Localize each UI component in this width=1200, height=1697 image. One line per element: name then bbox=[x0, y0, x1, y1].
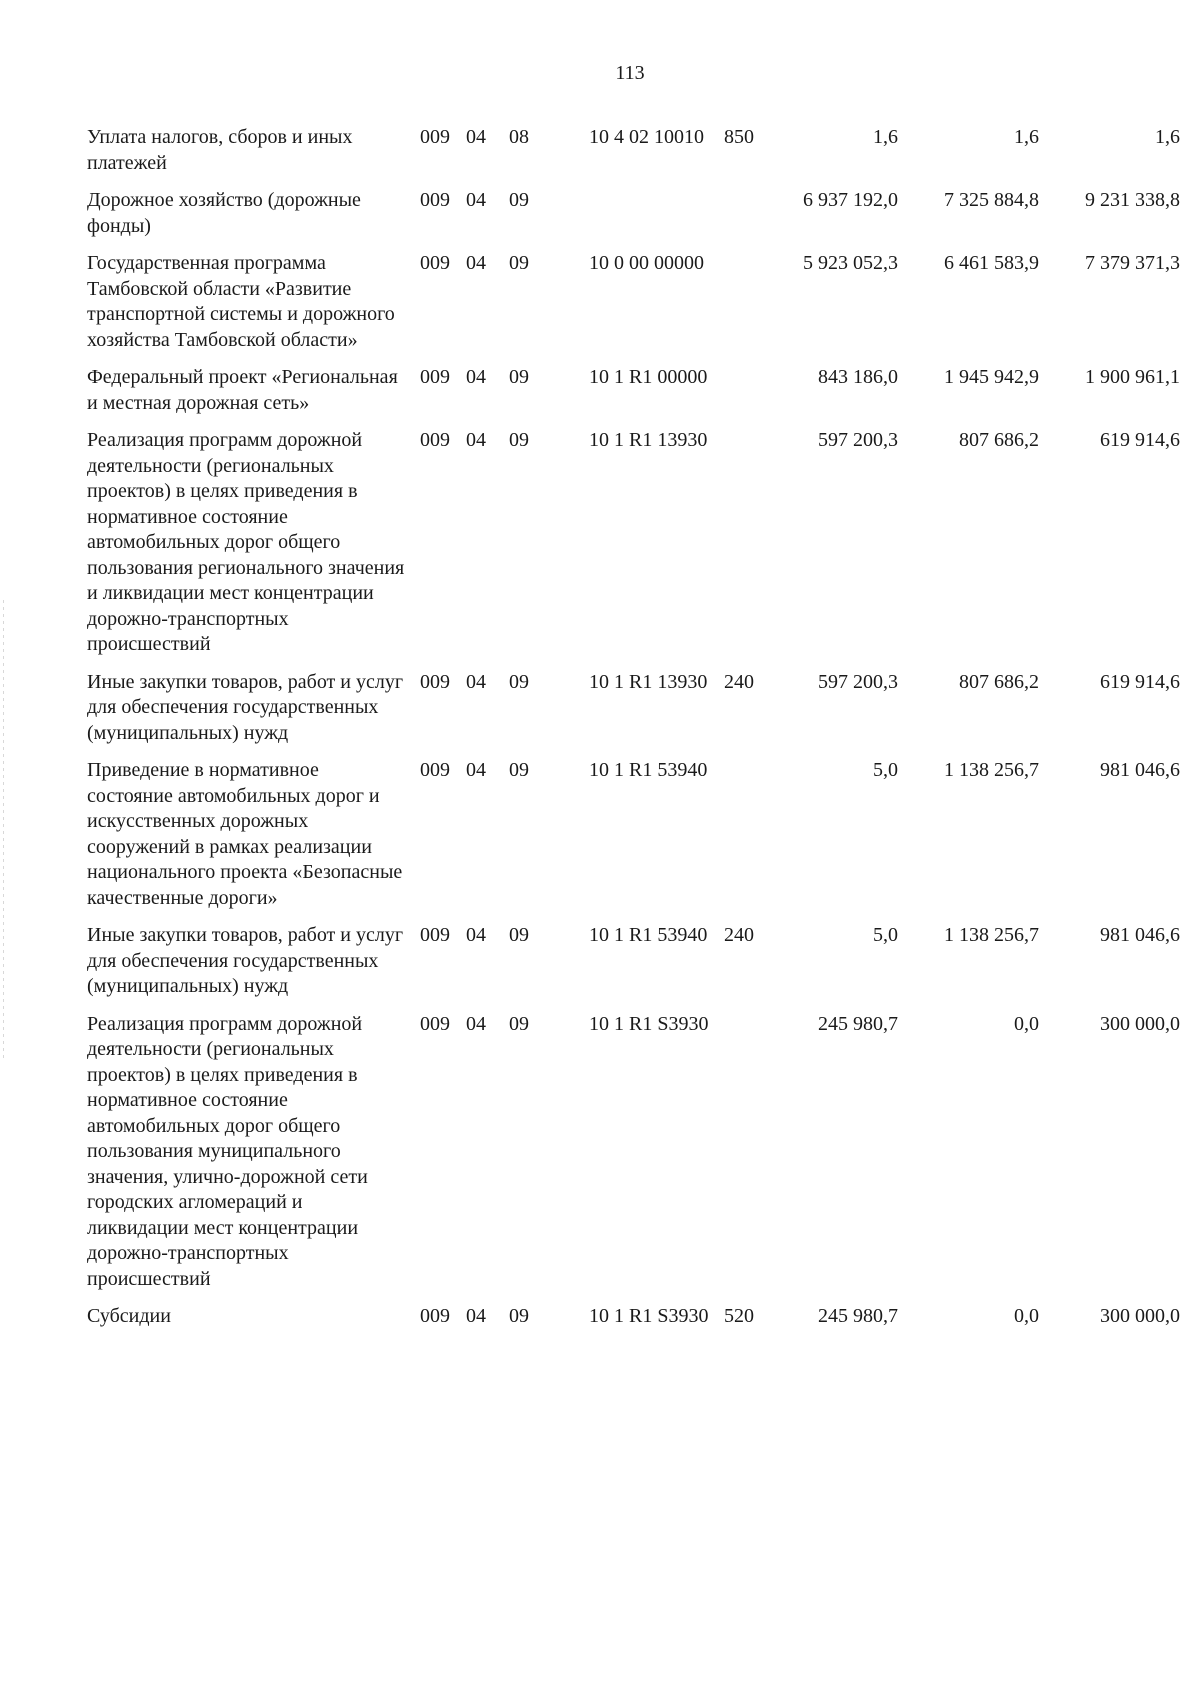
amount-year-2: 1 138 256,7 bbox=[944, 924, 1039, 946]
amount-year-1: 6 937 192,0 bbox=[803, 189, 898, 211]
amount-year-1: 597 200,3 bbox=[818, 670, 898, 693]
amount-year-2: 1,6 bbox=[1014, 126, 1039, 148]
target-article-code: 10 0 00 00000 bbox=[589, 252, 704, 274]
amount-year-1: 597 200,3 bbox=[818, 429, 898, 451]
target-article-code: 10 1 R1 13930 bbox=[589, 429, 708, 451]
amount-year-3: 981 046,6 bbox=[1100, 924, 1180, 946]
table-body bbox=[87, 125, 1180, 1342]
subsection-code: 09 bbox=[509, 759, 529, 781]
subsection-code: 09 bbox=[509, 924, 529, 946]
section-code: 04 bbox=[466, 366, 486, 388]
budget-item-name: Субсидии bbox=[87, 1305, 171, 1327]
section-code: 04 bbox=[466, 252, 486, 274]
ministry-code: 009 bbox=[420, 759, 450, 781]
budget-item-name: Уплата налогов, сборов и иных платежей bbox=[87, 126, 353, 174]
ministry-code: 009 bbox=[420, 189, 450, 211]
table-row bbox=[87, 923, 1180, 1012]
target-article-code: 10 1 R1 13930 bbox=[589, 670, 708, 693]
amount-year-3: 1,6 bbox=[1155, 126, 1180, 148]
amount-year-2: 6 461 583,9 bbox=[944, 252, 1039, 274]
amount-year-3: 300 000,0 bbox=[1100, 1305, 1180, 1327]
table-row bbox=[87, 1304, 1180, 1342]
expense-type-code bbox=[724, 365, 779, 428]
amount-year-3: 981 046,6 bbox=[1100, 759, 1180, 781]
table-row bbox=[87, 1012, 1180, 1305]
subsection-code: 09 bbox=[509, 189, 529, 211]
budget-item-name: Реализация программ дорожной деятельности (региональных проектов) в целях приведения в нормативное состояние автомобильных дорог общего пользования регионального значения и ликвидации мест концентрации дорожно-транспортных происшествий bbox=[87, 429, 405, 655]
target-article-code bbox=[589, 188, 724, 251]
budget-item-name: Иные закупки товаров, работ и услуг для обеспечения государственных (муниципальных) нужд bbox=[87, 924, 404, 997]
section-code: 04 bbox=[466, 429, 486, 451]
table-row bbox=[87, 251, 1180, 365]
expense-type-code bbox=[724, 1012, 779, 1305]
amount-year-3: 1 900 961,1 bbox=[1085, 366, 1180, 388]
budget-item-name: Федеральный проект «Региональная и местная дорожная сеть» bbox=[87, 366, 398, 414]
ministry-code: 009 bbox=[420, 670, 450, 693]
budget-item-name: Дорожное хозяйство (дорожные фонды) bbox=[87, 189, 361, 237]
subsection-code: 09 bbox=[509, 1012, 529, 1035]
subsection-code: 09 bbox=[509, 1305, 529, 1327]
expense-type-code: 520 bbox=[724, 1305, 754, 1327]
ministry-code: 009 bbox=[420, 366, 450, 388]
amount-year-1: 843 186,0 bbox=[818, 366, 898, 388]
ministry-code: 009 bbox=[420, 1012, 450, 1035]
amount-year-2: 0,0 bbox=[1014, 1305, 1039, 1327]
budget-item-name: Иные закупки товаров, работ и услуг для обеспечения государственных (муниципальных) нужд bbox=[87, 670, 404, 744]
budget-item-name: Приведение в нормативное состояние автомобильных дорог и искусственных дорожных сооружений в рамках реализации национального проекта «Безопасные качественные дороги» bbox=[87, 759, 403, 909]
section-code: 04 bbox=[466, 1012, 486, 1035]
amount-year-1: 5,0 bbox=[873, 759, 898, 781]
subsection-code: 09 bbox=[509, 366, 529, 388]
subsection-code: 09 bbox=[509, 429, 529, 451]
expense-type-code bbox=[724, 758, 779, 923]
amount-year-1: 245 980,7 bbox=[818, 1012, 898, 1035]
amount-year-3: 9 231 338,8 bbox=[1085, 189, 1180, 211]
ministry-code: 009 bbox=[420, 1305, 450, 1327]
amount-year-3: 619 914,6 bbox=[1100, 670, 1180, 693]
table-row bbox=[87, 365, 1180, 428]
expense-type-code: 240 bbox=[724, 670, 754, 693]
amount-year-3: 619 914,6 bbox=[1100, 429, 1180, 451]
target-article-code: 10 1 R1 S3930 bbox=[589, 1012, 709, 1035]
amount-year-1: 1,6 bbox=[873, 126, 898, 148]
amount-year-2: 807 686,2 bbox=[959, 670, 1039, 693]
table-row bbox=[87, 188, 1180, 251]
amount-year-3: 7 379 371,3 bbox=[1085, 252, 1180, 274]
budget-table bbox=[87, 125, 1180, 1342]
section-code: 04 bbox=[466, 759, 486, 781]
section-code: 04 bbox=[466, 1305, 486, 1327]
table-row bbox=[87, 758, 1180, 923]
target-article-code: 10 1 R1 53940 bbox=[589, 759, 708, 781]
target-article-code: 10 1 R1 00000 bbox=[589, 366, 708, 388]
target-article-code: 10 4 02 10010 bbox=[589, 126, 704, 148]
amount-year-2: 1 138 256,7 bbox=[944, 759, 1039, 781]
expense-type-code bbox=[724, 251, 779, 365]
amount-year-2: 0,0 bbox=[1014, 1012, 1039, 1035]
subsection-code: 09 bbox=[509, 252, 529, 274]
section-code: 04 bbox=[466, 670, 486, 693]
expense-type-code bbox=[724, 188, 779, 251]
ministry-code: 009 bbox=[420, 924, 450, 946]
ministry-code: 009 bbox=[420, 429, 450, 451]
ministry-code: 009 bbox=[420, 126, 450, 148]
table-row bbox=[87, 428, 1180, 670]
amount-year-1: 245 980,7 bbox=[818, 1305, 898, 1327]
expense-type-code bbox=[724, 428, 779, 670]
section-code: 04 bbox=[466, 189, 486, 211]
budget-item-name: Государственная программа Тамбовской области «Развитие транспортной системы и дорожного хозяйства Тамбовской области» bbox=[87, 252, 395, 351]
subsection-code: 09 bbox=[509, 670, 529, 693]
scan-edge-artifact bbox=[3, 600, 4, 1060]
table-row bbox=[87, 125, 1180, 188]
ministry-code: 009 bbox=[420, 252, 450, 274]
table-row bbox=[87, 670, 1180, 759]
amount-year-2: 1 945 942,9 bbox=[944, 366, 1039, 388]
section-code: 04 bbox=[466, 126, 486, 148]
target-article-code: 10 1 R1 S3930 bbox=[589, 1305, 709, 1327]
page-number: 113 bbox=[615, 62, 645, 84]
expense-type-code: 240 bbox=[724, 924, 754, 946]
amount-year-1: 5 923 052,3 bbox=[803, 252, 898, 274]
target-article-code: 10 1 R1 53940 bbox=[589, 924, 708, 946]
amount-year-2: 807 686,2 bbox=[959, 429, 1039, 451]
budget-item-name: Реализация программ дорожной деятельности (региональных проектов) в целях приведения в нормативное состояние автомобильных дорог общего пользования муниципального значения, улично-дорожной сети городских агломераций и ликвидации мест концентрации дорожно-транспортных происшествий bbox=[87, 1012, 368, 1290]
section-code: 04 bbox=[466, 924, 486, 946]
amount-year-1: 5,0 bbox=[873, 924, 898, 946]
subsection-code: 08 bbox=[509, 126, 529, 148]
amount-year-2: 7 325 884,8 bbox=[944, 189, 1039, 211]
amount-year-3: 300 000,0 bbox=[1100, 1012, 1180, 1035]
expense-type-code: 850 bbox=[724, 126, 754, 148]
